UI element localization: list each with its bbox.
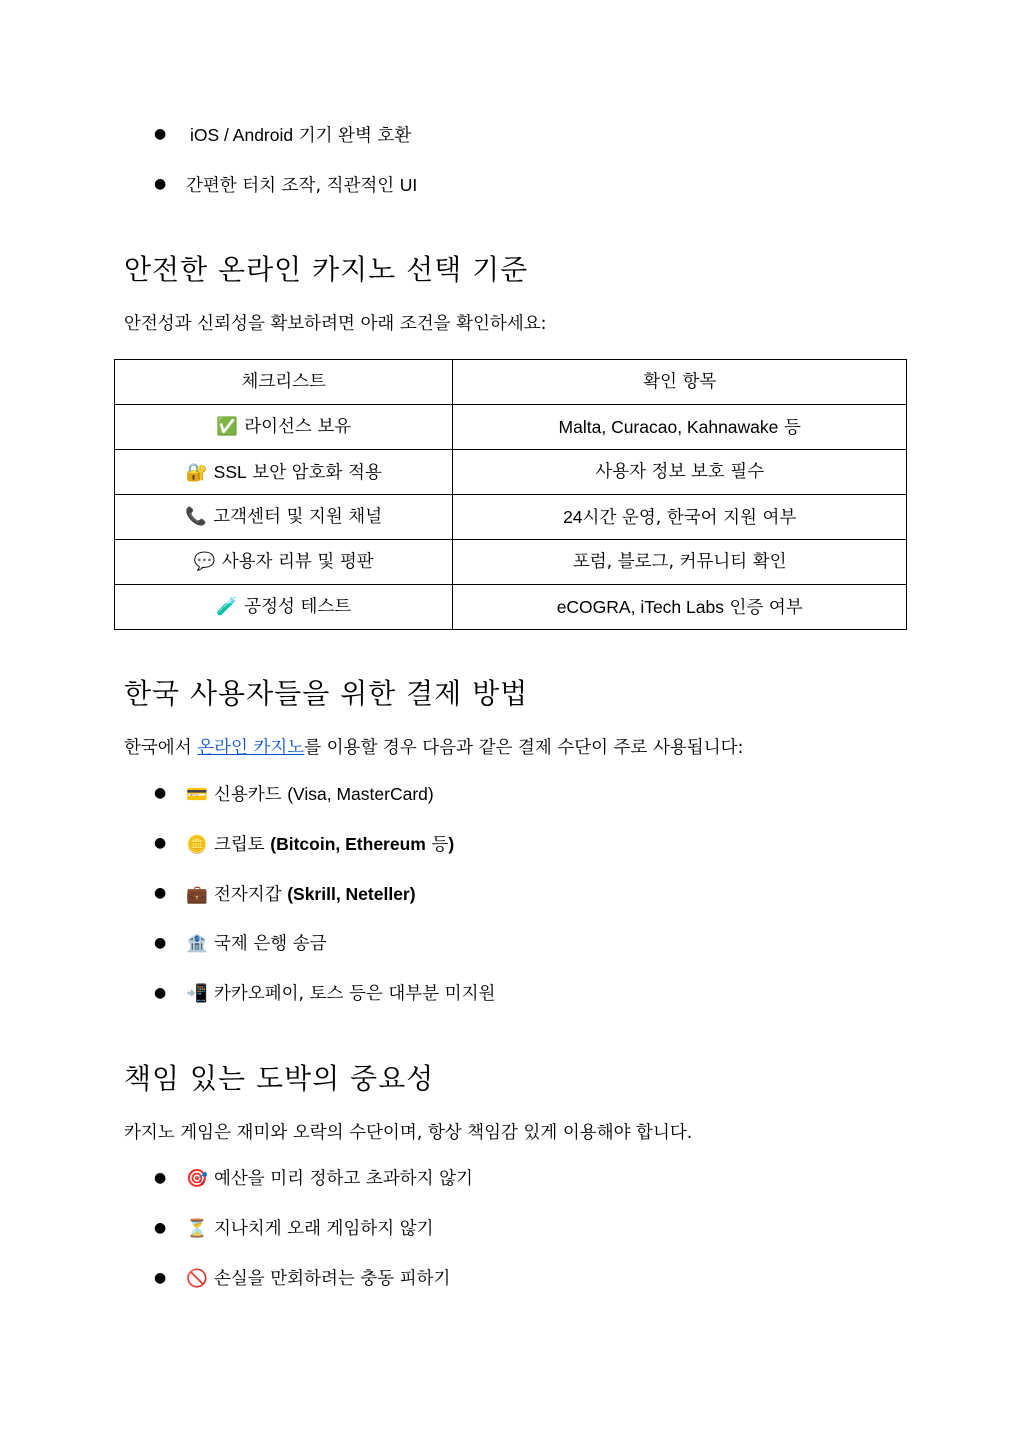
- test-tube-icon: 🧪: [216, 597, 239, 617]
- bullet-icon: ●: [154, 1220, 167, 1236]
- list-item-bold: ): [448, 834, 455, 854]
- table-cell-text: 사용자 정보 보호 필수: [595, 462, 765, 482]
- table-cell: [115, 405, 453, 450]
- bullet-icon: ●: [154, 785, 167, 801]
- table-cell-text: 인증 여부: [723, 597, 803, 618]
- table-cell: [115, 450, 453, 495]
- list-item: [0, 833, 1024, 883]
- list-item-bold: (Skrill, Neteller): [287, 884, 416, 904]
- list-item-bold: (Bitcoin, Ethereum: [270, 834, 426, 854]
- list-item-text: 간편한 터치 조작, 직관적인: [186, 176, 400, 196]
- bank-icon: 🏦: [186, 934, 208, 954]
- table-cell: [115, 540, 453, 585]
- list-item-text: 등: [425, 835, 449, 855]
- section-heading-responsible: 책임 있는 도박의 중요성: [124, 1062, 435, 1095]
- bullet-icon: ●: [154, 835, 167, 851]
- list-item-text: 예산을 미리 정하고 초과하지 않기: [214, 1169, 473, 1189]
- section-heading-payment: 한국 사용자들을 위한 결제 방법: [124, 677, 529, 710]
- list-item: [0, 983, 1024, 1033]
- table-cell-text: 포럼, 블로그, 커뮤니티 확인: [572, 552, 787, 572]
- bullet-icon: ●: [154, 1170, 167, 1186]
- target-icon: 🎯: [186, 1169, 208, 1189]
- table-row: [115, 585, 907, 630]
- criteria-intro: 안전성과 신뢰성을 확보하려면 아래 조건을 확인하세요:: [124, 314, 547, 334]
- list-item-text: 신용카드: [214, 785, 288, 805]
- coin-icon: 🪙: [186, 835, 208, 855]
- table-cell-text: 공정성 테스트: [244, 597, 352, 617]
- list-item: [0, 174, 1024, 224]
- phone-icon: 📞: [185, 507, 208, 527]
- list-item-text: 기기 완벽 호환: [293, 126, 412, 146]
- bullet-icon: ●: [154, 126, 167, 142]
- table-cell: [453, 495, 907, 540]
- table-row: [115, 405, 907, 450]
- list-item-latin: UI: [399, 175, 418, 195]
- payment-intro-text: 를 이용할 경우 다음과 같은 결제 수단이 주로 사용됩니다:: [304, 738, 744, 758]
- bullet-icon: ●: [154, 885, 167, 901]
- table-header-checklist: 체크리스트: [115, 360, 453, 405]
- table-cell-text: 사용자 리뷰 및 평판: [221, 552, 374, 572]
- list-item: [0, 1268, 1024, 1318]
- table-cell-text: 등: [778, 417, 801, 438]
- table-cell: [115, 585, 453, 630]
- list-item-text: 손실을 만회하려는 충동 피하기: [214, 1269, 451, 1289]
- list-item-text: 국제 은행 송금: [214, 934, 327, 954]
- bullet-icon: ●: [154, 176, 167, 192]
- table-cell-text: 고객센터 및 지원 채널: [213, 507, 383, 527]
- table-cell-text: 시간 운영, 한국어 지원 여부: [582, 507, 797, 528]
- list-item-latin: iOS / Android: [190, 125, 294, 145]
- table-cell-latin: SSL: [213, 461, 247, 482]
- prohibited-icon: 🚫: [186, 1269, 208, 1289]
- list-item-text: 전자지갑: [214, 885, 288, 905]
- briefcase-icon: 💼: [186, 885, 208, 905]
- online-casino-link[interactable]: 온라인 카지노: [197, 738, 305, 758]
- criteria-table: [114, 359, 907, 630]
- list-item: [0, 124, 1024, 174]
- section-heading-criteria: 안전한 온라인 카지노 선택 기준: [124, 253, 529, 286]
- speech-bubble-icon: 💬: [193, 552, 216, 572]
- table-header-items: 확인 항목: [453, 360, 907, 405]
- list-item: [0, 1168, 1024, 1218]
- responsible-tips-list: [0, 1168, 1024, 1318]
- table-cell: [115, 495, 453, 540]
- table-cell-latin: 24: [563, 506, 583, 527]
- payment-intro: [124, 737, 743, 759]
- table-cell-text: 라이선스 보유: [244, 417, 352, 437]
- table-cell-latin: Malta, Curacao, Kahnawake: [558, 416, 779, 437]
- mobile-phone-arrow-icon: 📲: [186, 984, 208, 1004]
- table-row: [115, 540, 907, 585]
- credit-card-icon: 💳: [186, 785, 208, 805]
- table-cell: [453, 585, 907, 630]
- payment-methods-list: [0, 783, 1024, 1033]
- table-cell: [453, 405, 907, 450]
- table-row: [115, 450, 907, 495]
- list-item-text: 지나치게 오래 게임하지 않기: [214, 1219, 434, 1239]
- compatibility-list: [0, 124, 1024, 224]
- table-cell-text: 보안 암호화 적용: [246, 462, 382, 483]
- list-item: [0, 783, 1024, 833]
- list-item: [0, 1218, 1024, 1268]
- table-cell: [453, 540, 907, 585]
- hourglass-icon: ⏳: [186, 1219, 208, 1239]
- responsible-intro: 카지노 게임은 재미와 오락의 수단이며, 항상 책임감 있게 이용해야 합니다.: [124, 1123, 693, 1143]
- list-item-text: 크립토: [214, 835, 271, 855]
- table-row: [115, 495, 907, 540]
- bullet-icon: ●: [154, 985, 167, 1001]
- table-header-row: [115, 360, 907, 405]
- lock-key-icon: 🔐: [185, 462, 208, 483]
- list-item: [0, 933, 1024, 983]
- list-item: [0, 883, 1024, 933]
- table-cell-latin: eCOGRA, iTech Labs: [556, 596, 724, 617]
- payment-intro-text: 한국에서: [124, 738, 198, 758]
- list-item-latin: (Visa, MasterCard): [287, 784, 434, 804]
- table-cell: [453, 450, 907, 495]
- bullet-icon: ●: [154, 935, 167, 951]
- check-mark-icon: ✅: [216, 417, 239, 437]
- list-item-text: 카카오페이, 토스 등은 대부분 미지원: [214, 984, 496, 1004]
- bullet-icon: ●: [154, 1270, 167, 1286]
